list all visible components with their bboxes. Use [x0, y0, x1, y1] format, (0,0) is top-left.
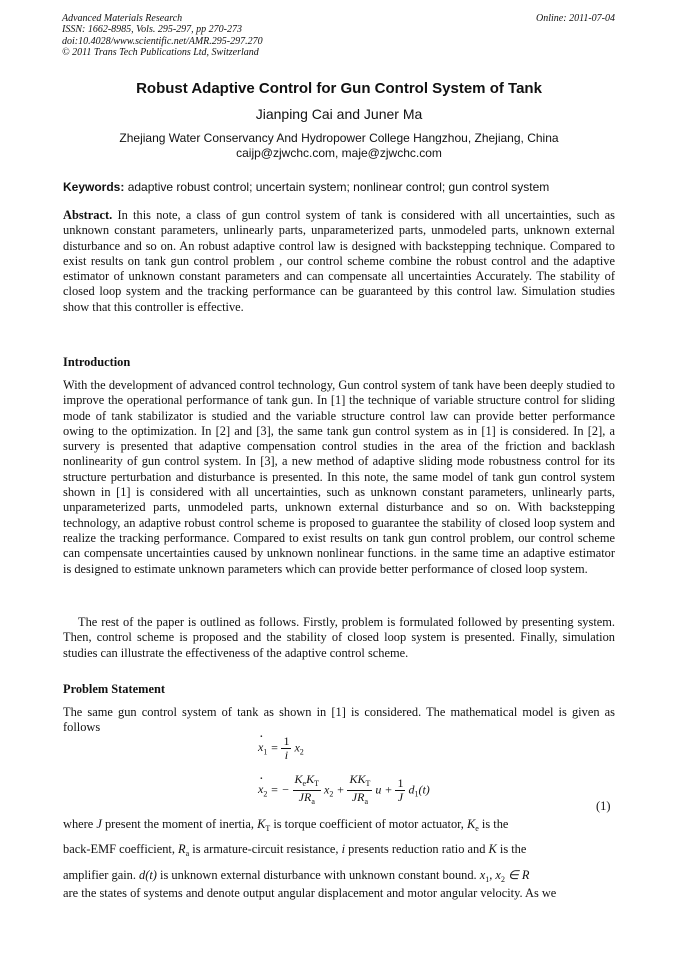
- problem-heading: Problem Statement: [63, 682, 165, 696]
- variable-description-line-1: where J present the moment of inertia, $K_T$ is torque coefficient of motor actuator, $K_e$ is the: [63, 817, 509, 833]
- copyright-line: © 2011 Trans Tech Publications Ltd, Switzerland: [62, 47, 259, 59]
- introduction-paragraph-2: The rest of the paper is outlined as follows. Firstly, problem is formulated followed by presenting system. Then, control scheme is proposed and the stability of closed loop system is presented. Finally, simulation studies can illustrate the effectiveness of the adaptive control scheme.: [63, 615, 615, 660]
- online-date: Online: 2011-07-04: [536, 13, 615, 24]
- abstract-label: Abstract.: [63, 208, 113, 222]
- keywords-line: [63, 180, 615, 194]
- variable-description-line-4: are the states of systems and denote output angular displacement and motor angular velocity. As we: [63, 886, 557, 900]
- abstract-paragraph: [63, 208, 615, 315]
- paper-authors: Jianping Cai and Juner Ma: [255, 106, 423, 122]
- issn-line: ISSN: 1662-8985, Vols. 295-297, pp 270-273: [62, 24, 242, 36]
- equation-line-1: · $x_1$ = $\frac{1}{i}$ $x_2$: [258, 735, 304, 762]
- problem-paragraph-1: The same gun control system of tank as shown in [1] is considered. The mathematical model is given as follows: [63, 705, 615, 735]
- equation-line-2: · $x_2$ = − $\frac{K_eK_T}{JR_a}$ $x_2$ + $\frac{KK_T}{JR_a}$ u + $\frac{1}{J}$ $d_1(t)$: [258, 773, 430, 808]
- doi-line: doi:10.4028/www.scientific.net/AMR.295-297.270: [62, 35, 263, 47]
- journal-header: [62, 13, 263, 59]
- emails: caijp@zjwchc.com, maje@zjwchc.com: [236, 146, 442, 160]
- paper-title: Robust Adaptive Control for Gun Control System of Tank: [136, 80, 542, 97]
- abstract-text: In this note, a class of gun control system of tank is considered with all uncertainties, such as unknown constant parameters, unlinearly parts, unparameterized parts, unmodeled parts, unknown external disturbance and so on. An robust adaptive control law is designed with backstepping technique. Compared to exist results on tank gun control problem , our control scheme combine the robust control and the adaptive estimator of unknown constant parameters and can compensate all uncertainties Accurately. The stability of closed loop system and the tracking performance can be guaranteed by this control law. Simulation studies show that this controller is effective.: [63, 208, 615, 314]
- equation-number: (1): [596, 799, 611, 813]
- affiliation: Zhejiang Water Conservancy And Hydropower College Hangzhou, Zhejiang, China: [119, 131, 559, 145]
- introduction-paragraph-1: With the development of advanced control technology, Gun control system of tank have been deeply studied to improve the operational performance of tank gun. In [1] the technique of variable structure control for sliding mode of tank stabilizator is studied and the variable structure control law can provide better performance owing to the optimization. In [2] and [3], the same tank gun control system as in [1] is considered. In [2], a survery is presented that adaptive compensation control studies in the area of the friction and backlash nonlinearity of gun control system. In [3], a new method of adaptive sliding mode robustness control for its structure perturbation and disturbance is presented. In this note, the same model of tank gun control system shown in [1] is considered with all uncertainties, such as unknown constant parameters, unlinearly parts, unparameterized parts, unmodeled parts, unknown external disturbance and so on. With backstepping technology, an adaptive robust control scheme is proposed to guarantee the stability of closed loop system and realize the tracking performance. Compared to exist results on tank gun control problem, our control scheme can compensate uncertainties caused by unknown nonlinear functions. in the same time an adaptive estimator is designed to estimate unknown parameters which can provide better performance of closed loop system.: [63, 378, 615, 576]
- introduction-heading: Introduction: [63, 355, 131, 369]
- keywords-label: Keywords:: [63, 180, 125, 194]
- journal-name: Advanced Materials Research: [62, 13, 183, 24]
- affiliation-block: [0, 131, 678, 161]
- variable-description-line-3: amplifier gain. d(t) is unknown external disturbance with unknown constant bound. $x_1$, $x_2$ ∈ R: [63, 868, 530, 884]
- keywords-text: adaptive robust control; uncertain system; nonlinear control; gun control system: [124, 180, 550, 194]
- variable-description-line-2: back-EMF coefficient, $R_a$ is armature-circuit resistance, i presents reduction ratio and K is the: [63, 842, 527, 858]
